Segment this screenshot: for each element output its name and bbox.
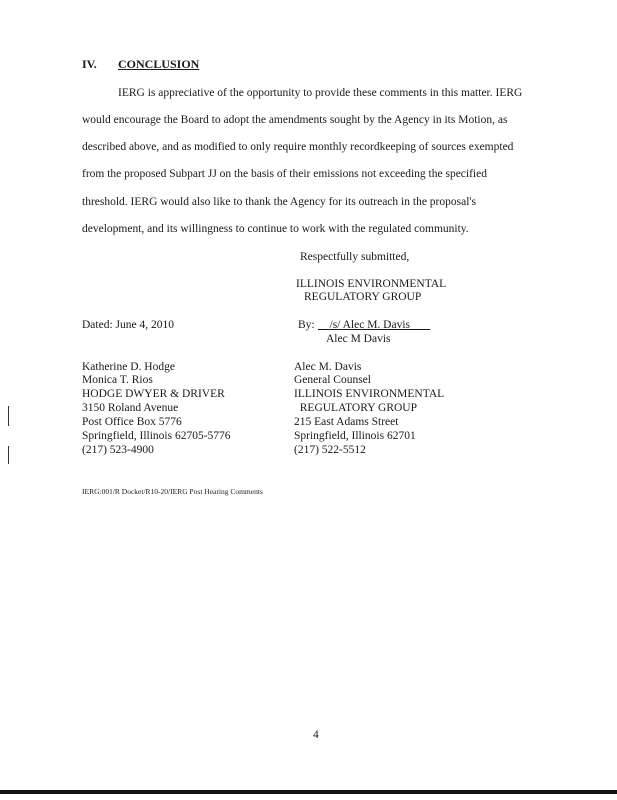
signer-name: Alec M Davis: [326, 333, 391, 345]
org-line-1: ILLINOIS ENVIRONMENTAL: [296, 278, 447, 290]
dated: Dated: June 4, 2010: [82, 319, 174, 331]
right-address-line: ILLINOIS ENVIRONMENTAL: [294, 388, 445, 400]
margin-mark: [8, 406, 9, 426]
body-line: described above, and as modified to only require monthly recordkeeping of sources exempted: [82, 141, 514, 153]
left-address-line: 3150 Roland Avenue: [82, 402, 179, 414]
right-address-line: Alec M. Davis: [294, 361, 362, 373]
signature-line: [318, 319, 430, 331]
page-number: 4: [313, 729, 319, 741]
right-address-line: REGULATORY GROUP: [294, 402, 418, 414]
body-line: from the proposed Subpart JJ on the basis of their emissions not exceeding the specified: [82, 168, 487, 180]
margin-mark: [8, 446, 9, 464]
body-line: IERG is appreciative of the opportunity to provide these comments in this matter. IERG: [118, 87, 523, 99]
closing: Respectfully submitted,: [300, 251, 410, 263]
left-address-line: Post Office Box 5776: [82, 416, 182, 428]
signature-text: /s/ Alec M. Davis: [329, 319, 410, 331]
file-path: IERG:001/R Docket/R10-20/IERG Post Hearing Comments: [82, 487, 263, 496]
left-address-line: Katherine D. Hodge: [82, 361, 175, 373]
right-address-line: 215 East Adams Street: [294, 416, 399, 428]
body-line: development, and its willingness to continue to work with the regulated community.: [82, 223, 469, 235]
left-address-line: Springfield, Illinois 62705-5776: [82, 430, 231, 442]
right-address-line: Springfield, Illinois 62701: [294, 430, 416, 442]
section-number: IV.: [82, 57, 97, 71]
by-label: By:: [298, 319, 315, 331]
org-line-2: REGULATORY GROUP: [304, 291, 422, 303]
left-address-line: HODGE DWYER & DRIVER: [82, 388, 225, 400]
left-address-line: (217) 523-4900: [82, 444, 154, 456]
body-line: threshold. IERG would also like to thank the Agency for its outreach in the proposal's: [82, 196, 476, 208]
section-title: CONCLUSION: [118, 57, 200, 71]
right-address-line: (217) 522-5512: [294, 444, 366, 456]
left-address-line: Monica T. Rios: [82, 374, 153, 386]
scan-edge-rule: [0, 790, 617, 794]
right-address-line: General Counsel: [294, 374, 371, 386]
body-line: would encourage the Board to adopt the amendments sought by the Agency in its Motion, as: [82, 114, 508, 126]
